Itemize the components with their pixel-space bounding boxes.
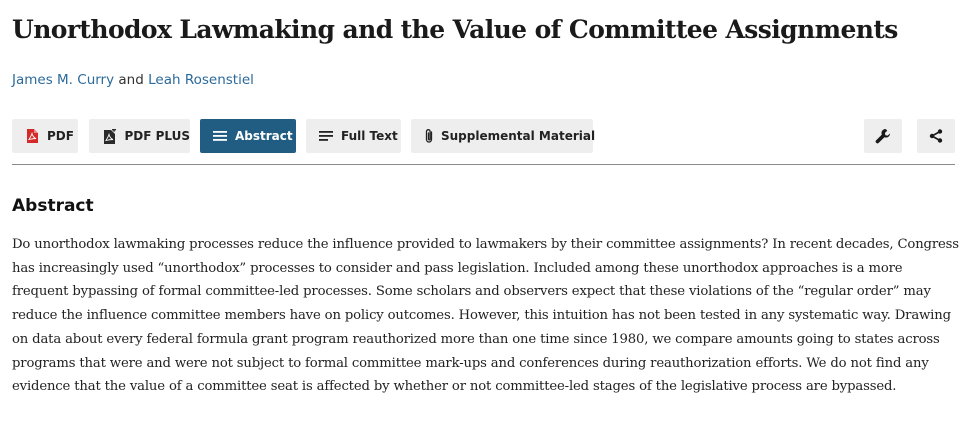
pdf-file-icon <box>24 128 40 144</box>
author-list <box>12 70 254 90</box>
author-link-2[interactable]: Leah Rosenstiel <box>148 72 254 88</box>
pdf-button[interactable] <box>12 119 78 153</box>
paperclip-icon <box>424 128 434 144</box>
share-icon <box>928 128 944 144</box>
abstract-heading: Abstract <box>12 196 94 216</box>
pdf-plus-button-label: PDF PLUS <box>124 129 190 143</box>
wrench-icon <box>875 128 891 144</box>
article-title: Unorthodox Lawmaking and the Value of Committee Assignments <box>12 15 898 44</box>
tab-full-text-label: Full Text <box>341 129 398 143</box>
pdf-plus-button[interactable] <box>89 119 190 153</box>
toolbar-divider <box>12 164 955 165</box>
tab-abstract[interactable] <box>200 119 296 153</box>
pdf-button-label: PDF <box>47 129 74 143</box>
tab-supplemental-label: Supplemental Material <box>441 129 596 143</box>
author-separator: and <box>118 72 144 88</box>
list-lines-icon <box>212 128 228 144</box>
tab-abstract-label: Abstract <box>235 129 293 143</box>
abstract-body: Do unorthodox lawmaking processes reduce the influence provided to lawmakers by their committee assignments? In recent decades, Congress has increasingly used “unorthodox” processes to consider and pass legislation. Included among these unorthodox approaches is a more frequent bypassing of formal committee-led processes. Some scholars and observers expect that these violations of the “regular order” may reduce the influence committee members have on policy outcomes. However, this intuition has not been tested in any systematic way. Drawing on data about every federal formula grant program reauthorized more than one time since 1980, we compare amounts going to states across programs that were and were not subject to formal committee mark-ups and conferences during reauthorization efforts. We do not find any evidence that the value of a committee seat is affected by whether or not committee-led stages of the legislative process are bypassed. <box>12 237 959 395</box>
article-toolbar <box>12 119 955 153</box>
tools-button[interactable] <box>864 119 902 153</box>
text-lines-icon <box>318 128 334 144</box>
tab-full-text[interactable] <box>306 119 401 153</box>
author-link-1[interactable]: James M. Curry <box>12 72 115 88</box>
tab-supplemental-material[interactable] <box>411 119 596 153</box>
share-button[interactable] <box>917 119 955 153</box>
pdf-plus-file-icon <box>102 128 117 144</box>
